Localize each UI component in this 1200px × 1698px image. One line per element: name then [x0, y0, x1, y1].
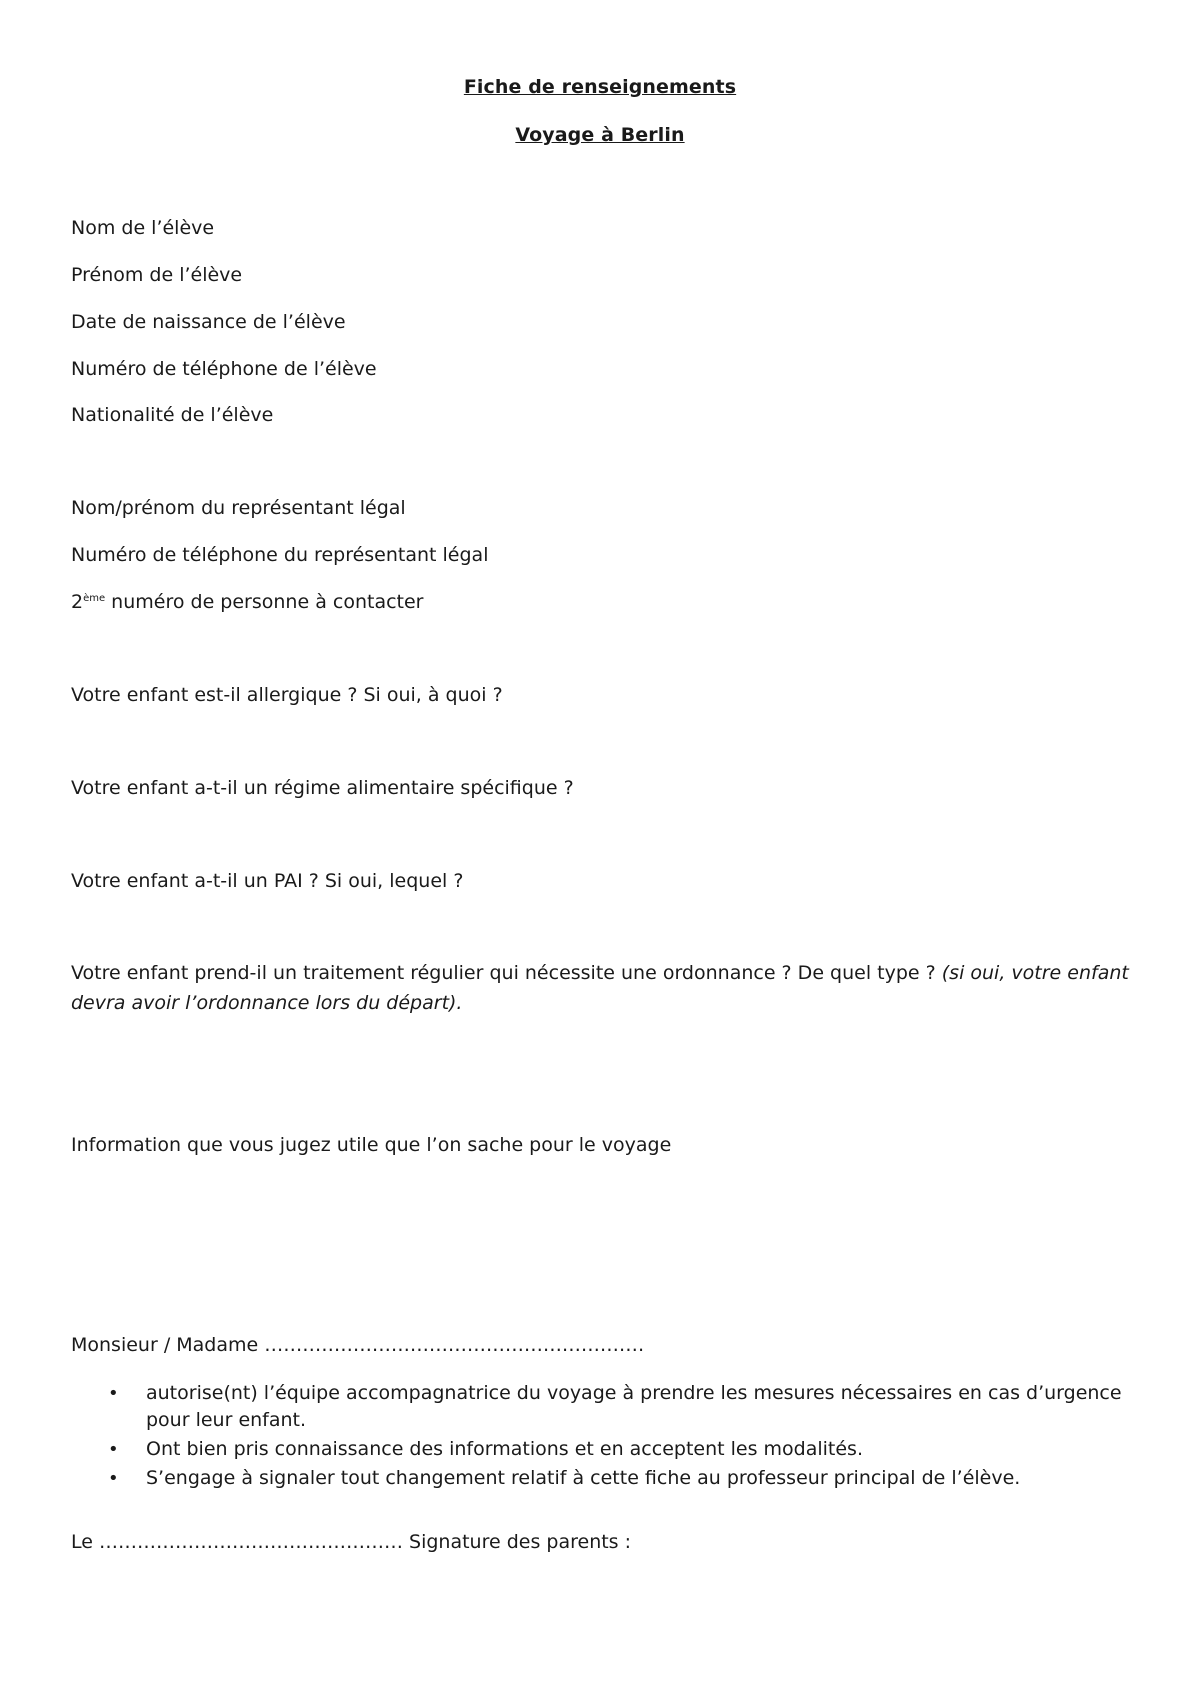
authorization-item	[71, 1465, 1136, 1492]
student-birth-date-label: Date de naissance de l’élève	[71, 311, 346, 333]
diet-question: Votre enfant a-t-il un régime alimentaire spécifique ?	[71, 777, 574, 799]
second-contact-number: 2	[71, 591, 84, 613]
student-first-name-label: Prénom de l’élève	[71, 264, 243, 286]
authorization-item-text: S’engage à signaler tout changement relatif à cette fiche au professeur principal de l’élève.	[146, 1467, 1021, 1489]
authorization-list	[71, 1380, 1136, 1494]
authorization-item	[71, 1380, 1136, 1434]
treatment-note: (si oui, votre enfant devra avoir l’ordonnance lors du départ).	[71, 962, 1129, 1014]
page-subtitle: Voyage à Berlin	[515, 124, 685, 146]
allergy-question: Votre enfant est-il allergique ? Si oui, à quoi ?	[71, 684, 503, 706]
authorization-item-text: Ont bien pris connaissance des informations et en acceptent les modalités.	[146, 1438, 863, 1460]
authorization-item	[71, 1436, 1136, 1463]
useful-info-question: Information que vous jugez utile que l’on sache pour le voyage	[71, 1134, 672, 1156]
guardian-phone-label: Numéro de téléphone du représentant légal	[71, 544, 489, 566]
guardian-salutation-line: Monsieur / Madame ……………………………………………………	[71, 1334, 645, 1356]
student-nationality-label: Nationalité de l’élève	[71, 404, 274, 426]
bullet-marker: •	[108, 1383, 119, 1404]
treatment-question-text: Votre enfant prend-il un traitement régulier qui nécessite une ordonnance ? De quel type ?	[71, 962, 942, 984]
second-contact-ordinal: ème	[83, 593, 106, 604]
guardian-name-label: Nom/prénom du représentant légal	[71, 497, 406, 519]
student-last-name-label: Nom de l’élève	[71, 217, 215, 239]
student-phone-label: Numéro de téléphone de l’élève	[71, 358, 377, 380]
bullet-marker: •	[108, 1439, 119, 1460]
treatment-question	[71, 958, 1131, 1018]
page-title: Fiche de renseignements	[463, 76, 737, 98]
authorization-item-text: autorise(nt) l’équipe accompagnatrice du voyage à prendre les mesures nécessaires en cas d’urgence pour leur enfant.	[146, 1382, 1122, 1431]
bullet-marker: •	[108, 1468, 119, 1489]
second-contact-text: numéro de personne à contacter	[105, 591, 424, 613]
second-contact-label	[71, 590, 424, 614]
pai-question: Votre enfant a-t-il un PAI ? Si oui, lequel ?	[71, 870, 464, 892]
date-signature-line: Le ………………………………………… Signature des parents :	[71, 1531, 632, 1553]
